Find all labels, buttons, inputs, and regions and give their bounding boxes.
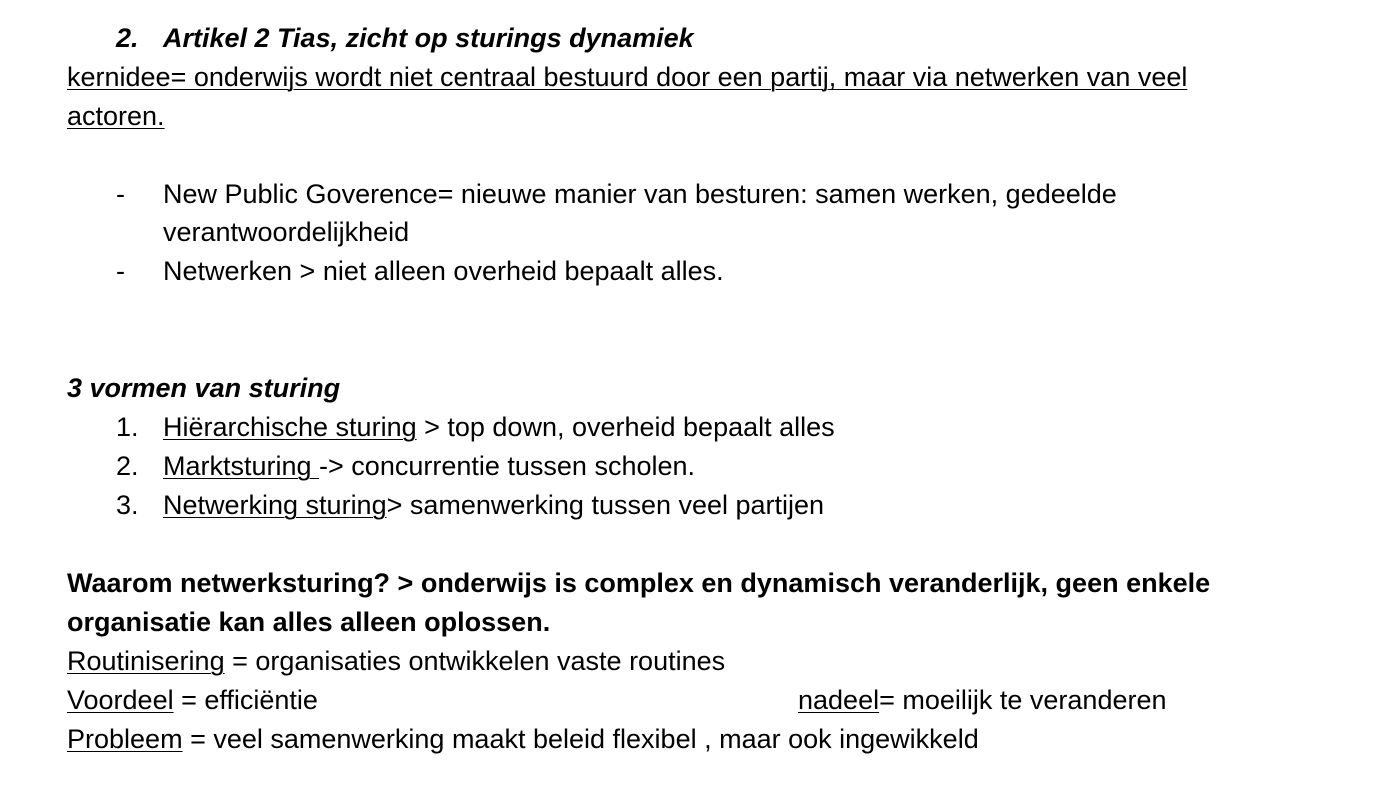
probleem-line	[67, 720, 979, 759]
routinisering-line	[67, 642, 725, 681]
definition-term: Routinisering	[67, 646, 225, 676]
definition-text: = veel samenwerking maakt beleid flexibel , maar ook ingewikkeld	[182, 724, 979, 754]
core-idea-line-1: kernidee= onderwijs wordt niet centraal bestuurd door een partij, maar via netwerken van veel	[67, 62, 1188, 92]
why-line-1: Waarom netwerksturing? > onderwijs is complex en dynamisch veranderlijk, geen enkele	[67, 568, 1211, 598]
definition-text: = efficiëntie	[173, 685, 318, 715]
bullet-marker: -	[116, 256, 125, 286]
definition-term: Probleem	[67, 724, 183, 754]
form-term: Netwerking sturing	[163, 490, 387, 520]
nadeel-line	[798, 681, 1167, 720]
form-description: > samenwerking tussen veel partijen	[386, 490, 825, 520]
list-item	[116, 447, 1316, 486]
section-heading	[116, 19, 1016, 58]
list-number: 1.	[116, 412, 139, 442]
definition-term: nadeel	[798, 685, 880, 715]
voordeel-line	[67, 681, 318, 720]
list-item	[116, 486, 1316, 525]
bullet-text-continued: verantwoordelijkheid	[163, 217, 410, 247]
bullet-text: Netwerken > niet alleen overheid bepaalt alles.	[163, 256, 724, 286]
section-number: 2.	[116, 23, 139, 53]
form-term: Marktsturing	[163, 451, 320, 481]
section-title: Artikel 2 Tias, zicht op sturings dynamiek	[163, 23, 694, 53]
form-description: -> concurrentie tussen scholen.	[319, 451, 696, 481]
bullet-text: New Public Goverence= nieuwe manier van besturen: samen werken, gedeelde	[163, 179, 1117, 209]
form-description: > top down, overheid bepaalt alles	[416, 412, 835, 442]
bullet-marker: -	[116, 179, 125, 209]
bullet-item	[116, 175, 1316, 214]
core-idea-line-2: actoren.	[67, 101, 165, 131]
definition-term: Voordeel	[67, 685, 174, 715]
definition-text: = moeilijk te veranderen	[879, 685, 1167, 715]
bullet-item	[116, 252, 1316, 291]
forms-heading: 3 vormen van sturing	[67, 373, 341, 403]
why-line-2: organisatie kan alles alleen oplossen.	[67, 607, 551, 637]
definition-text: = organisaties ontwikkelen vaste routines	[224, 646, 726, 676]
list-number: 3.	[116, 490, 139, 520]
list-number: 2.	[116, 451, 139, 481]
form-term: Hiërarchische sturing	[163, 412, 417, 442]
list-item	[116, 408, 1316, 447]
